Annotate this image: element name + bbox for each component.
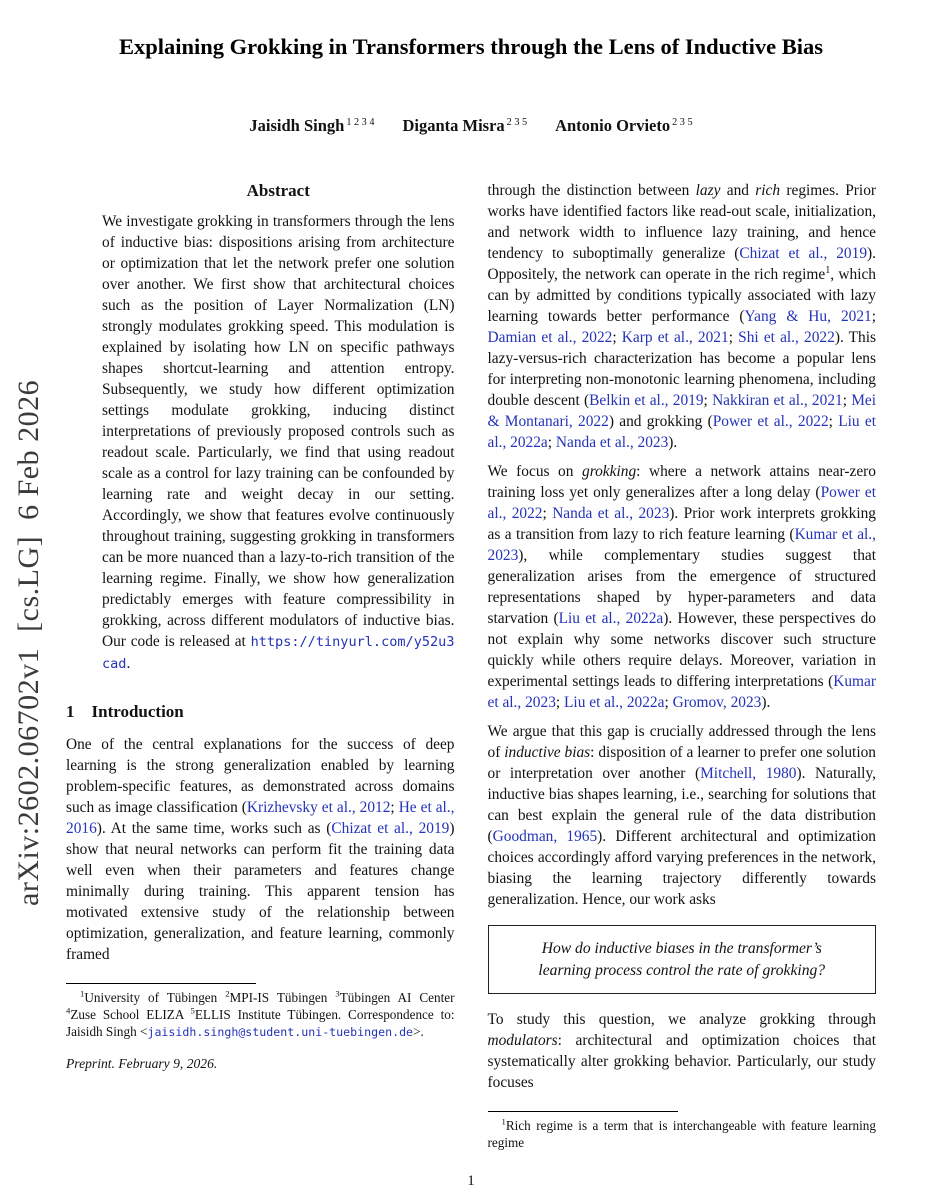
author-name: Antonio Orvieto xyxy=(555,116,671,135)
citation-link[interactable]: Nanda et al., 2023 xyxy=(555,434,669,451)
author-affiliation-sup: 2 3 5 xyxy=(672,116,693,128)
authors-row xyxy=(0,116,942,136)
text-run: : disposition of a learner to prefer one solution or interpretation over another ( xyxy=(487,744,876,782)
text-run: >. xyxy=(413,1023,424,1039)
text-run: ; xyxy=(703,392,713,409)
left-column xyxy=(66,180,455,1073)
citation-link[interactable]: Yang & Hu, 2021 xyxy=(744,308,872,325)
text-run: We focus on xyxy=(487,463,582,480)
text-run: ; xyxy=(612,329,622,346)
intro-paragraph xyxy=(66,734,455,965)
citation-link[interactable]: Shi et al., 2022 xyxy=(738,329,835,346)
text-run: ) and grokking ( xyxy=(608,413,713,430)
arxiv-watermark: arXiv:2602.06702v1 [cs.LG] 6 Feb 2026 xyxy=(12,379,45,906)
abstract-text xyxy=(102,211,455,675)
citation-link[interactable]: Chizat et al., 2019 xyxy=(739,245,868,262)
body-paragraph xyxy=(488,180,877,453)
citation-link[interactable]: Krizhevsky et al., 2012 xyxy=(246,799,391,816)
citation-link[interactable]: Liu et al., 2022a xyxy=(487,413,877,451)
two-column-body xyxy=(66,180,876,1152)
text-run: ). Prior work interprets grokking as a transition from lazy to rich feature learning ( xyxy=(487,505,876,543)
text-run: To study this question, we analyze grokking through xyxy=(487,1011,876,1028)
citation-link[interactable]: Damian et al., 2022 xyxy=(487,329,613,346)
affiliation-footnote xyxy=(66,990,455,1040)
page-number: 1 xyxy=(467,1173,475,1189)
text-run: : architectural and optimization choices that systematically alter grokking behavior. Particularly, our study focuses xyxy=(487,1032,876,1091)
text-run: Zuse School ELIZA xyxy=(70,1006,191,1022)
text-run: Rich regime is a term that is interchangeable with feature learning regime xyxy=(487,1118,876,1150)
text-run: 1 xyxy=(80,988,85,999)
author-affiliation-sup: 1 2 3 4 xyxy=(346,116,375,128)
text-run: ELLIS Institute Tübingen. Correspondence to: Jaisidh Singh < xyxy=(66,1006,455,1039)
text-run: ; xyxy=(542,505,553,522)
research-question-box: How do inductive biases in the transformer’s learning process control the rate of grokking? xyxy=(488,925,877,994)
section-title: Introduction xyxy=(91,702,184,721)
author xyxy=(249,116,374,136)
citation-link[interactable]: Power et al., 2022 xyxy=(487,484,876,522)
body-paragraph xyxy=(488,461,877,713)
text-run: ) show that neural networks can perform fit the training data well even when their parameters and features change minimally during training. This apparent tension has motivated extensive study of the relationship between optimization, generalization, and feature learning, commonly framed xyxy=(66,820,455,963)
body-paragraph xyxy=(488,1009,877,1093)
text-run: 3 xyxy=(335,988,340,999)
text-run: and xyxy=(720,182,756,199)
citation-link[interactable]: Karp et al., 2021 xyxy=(621,329,729,346)
author xyxy=(555,116,692,136)
text-run: ). Oppositely, the network can operate in the rich regime xyxy=(487,245,876,283)
text-run: 2 xyxy=(225,988,230,999)
text-run: modulators xyxy=(487,1032,558,1049)
author xyxy=(402,116,527,136)
citation-link[interactable]: Liu et al., 2022a xyxy=(564,694,665,711)
text-run: inductive bias xyxy=(504,744,591,761)
author-affiliation-sup: 2 3 5 xyxy=(506,116,528,128)
text-run: 1 xyxy=(501,1116,506,1127)
citation-link[interactable]: Goodman, 1965 xyxy=(492,828,598,845)
text-run: ). This lazy-versus-rich characterization has become a popular lens for interpreting non-monotonic learning phenomena, including double descent ( xyxy=(487,329,877,409)
text-run: 5 xyxy=(190,1005,195,1016)
text-run: : where a network attains near-zero training loss yet only generalizes after a long delay ( xyxy=(487,463,876,501)
rich-regime-footnote xyxy=(488,1118,877,1152)
author-name: Diganta Misra xyxy=(402,116,505,135)
footnote-rule xyxy=(488,1111,678,1112)
text-run: rich xyxy=(755,182,781,199)
text-run: University of Tübingen xyxy=(84,990,226,1005)
text-run: ; xyxy=(828,413,839,430)
abstract-heading: Abstract xyxy=(246,181,310,200)
text-run: ). Naturally, inductive bias shapes learning, i.e., searching for solutions that can best explain the general rule of the data distribution ( xyxy=(487,765,876,845)
text-run: We investigate grokking in transformers through the lens of inductive bias: dispositions arising from architecture or optimization that let the network prefer one solution over another. We first show that architectural choices such as the position of Layer Normalization (LN) strongly modulates grokking speed. This modulation is explained by isolating how LN on specific pathways shapes shortcut-learning and attention entropy. Subsequently, we study how different optimization settings modulate grokking, inducing distinct interpretations of previously proposed controls such as readout scale. Particularly, we find that using readout scale as a control for lazy training can be confounded by learning rate and weight decay in our setting. Accordingly, we show that features evolve continuously throughout training, suggesting grokking in transformers can be more nuanced than a lazy-to-rich transition of the learning regime. Finally, we show how generalization predictably emerges with feature compressibility in grokking, across different modulators of inductive bias. Our code is released at xyxy=(102,213,455,650)
citation-link[interactable]: Gromov, 2023 xyxy=(672,694,762,711)
text-run: grokking xyxy=(582,463,637,480)
text-run: ; xyxy=(547,434,556,451)
citation-link[interactable]: Chizat et al., 2019 xyxy=(331,820,450,837)
abstract-block xyxy=(102,180,455,675)
text-run: ; xyxy=(871,308,877,325)
email-link[interactable]: jaisidh.singh@student.uni-tuebingen.de xyxy=(147,1024,414,1039)
code-url-link[interactable]: https://tinyurl.com/y52u3cad xyxy=(102,634,455,672)
citation-link[interactable]: Power et al., 2022 xyxy=(712,413,829,430)
citation-link[interactable]: Mei & Montanari, 2022 xyxy=(487,392,877,430)
footnote-rule xyxy=(66,983,256,984)
text-run: ; xyxy=(728,329,739,346)
text-run: One of the central explanations for the success of deep learning is the strong generalization enabled by learning problem-specific features, as demonstrated across domains such as image classification ( xyxy=(66,736,455,816)
right-column xyxy=(488,180,877,1152)
section-heading-introduction xyxy=(66,701,455,722)
right-footnote-block xyxy=(488,1111,877,1152)
text-run: ; xyxy=(555,694,565,711)
citation-link[interactable]: Kumar et al., 2023 xyxy=(487,673,876,711)
text-run: lazy xyxy=(695,182,721,199)
text-run: through the distinction between xyxy=(487,182,696,199)
text-run: ). However, these perspectives do not explain why some networks discover such structure quickly while others require delays. Moreover, variation in experimental settings leads to differing interpretations ( xyxy=(487,610,876,690)
preprint-note: Preprint. February 9, 2026. xyxy=(66,1056,218,1072)
text-run: regimes. Prior works have identified factors like read-out scale, initialization, and network width to influence lazy training, and hence tendency to suboptimally generalize ( xyxy=(487,182,877,262)
text-run: , which can by admitted by conditions typically associated with lazy learning towards better performance ( xyxy=(487,266,877,325)
text-run: ). At the same time, works such as ( xyxy=(96,820,332,837)
citation-link[interactable]: Nanda et al., 2023 xyxy=(552,505,670,522)
text-run: ; xyxy=(842,392,852,409)
citation-link[interactable]: He et al., 2016 xyxy=(66,799,455,837)
text-run: ; xyxy=(664,694,673,711)
text-run: We argue that this gap is crucially addressed through the lens of xyxy=(487,723,876,761)
text-run: Tübingen AI Center xyxy=(339,990,455,1005)
text-run: . xyxy=(126,655,131,672)
text-run: ), while complementary studies suggest that generalization arises from the emergence of structured representations shaped by hyper-parameters and data starvation ( xyxy=(487,547,876,627)
body-paragraph xyxy=(488,721,877,910)
section-number: 1 xyxy=(66,702,75,721)
affiliation-footnote-block xyxy=(66,983,455,1073)
text-run: ). xyxy=(668,434,678,451)
text-run: 4 xyxy=(66,1005,71,1016)
text-run: MPI-IS Tübingen xyxy=(229,990,336,1005)
citation-link[interactable]: Kumar et al., 2023 xyxy=(487,526,876,564)
citation-link[interactable]: Belkin et al., 2019 xyxy=(589,392,704,409)
paper-title: Explaining Grokking in Transformers through the Lens of Inductive Bias xyxy=(118,34,824,59)
text-run: ). Different architectural and optimization choices accordingly afford varying preferences in the network, biasing the learning trajectory differently towards generalization. Hence, our work asks xyxy=(487,828,876,908)
text-run: 1 xyxy=(825,264,831,276)
text-run: ; xyxy=(390,799,399,816)
text-run: ). xyxy=(761,694,771,711)
citation-link[interactable]: Mitchell, 1980 xyxy=(700,765,797,782)
citation-link[interactable]: Liu et al., 2022a xyxy=(558,610,664,627)
author-name: Jaisidh Singh xyxy=(249,116,345,135)
citation-link[interactable]: Nakkiran et al., 2021 xyxy=(712,392,843,409)
